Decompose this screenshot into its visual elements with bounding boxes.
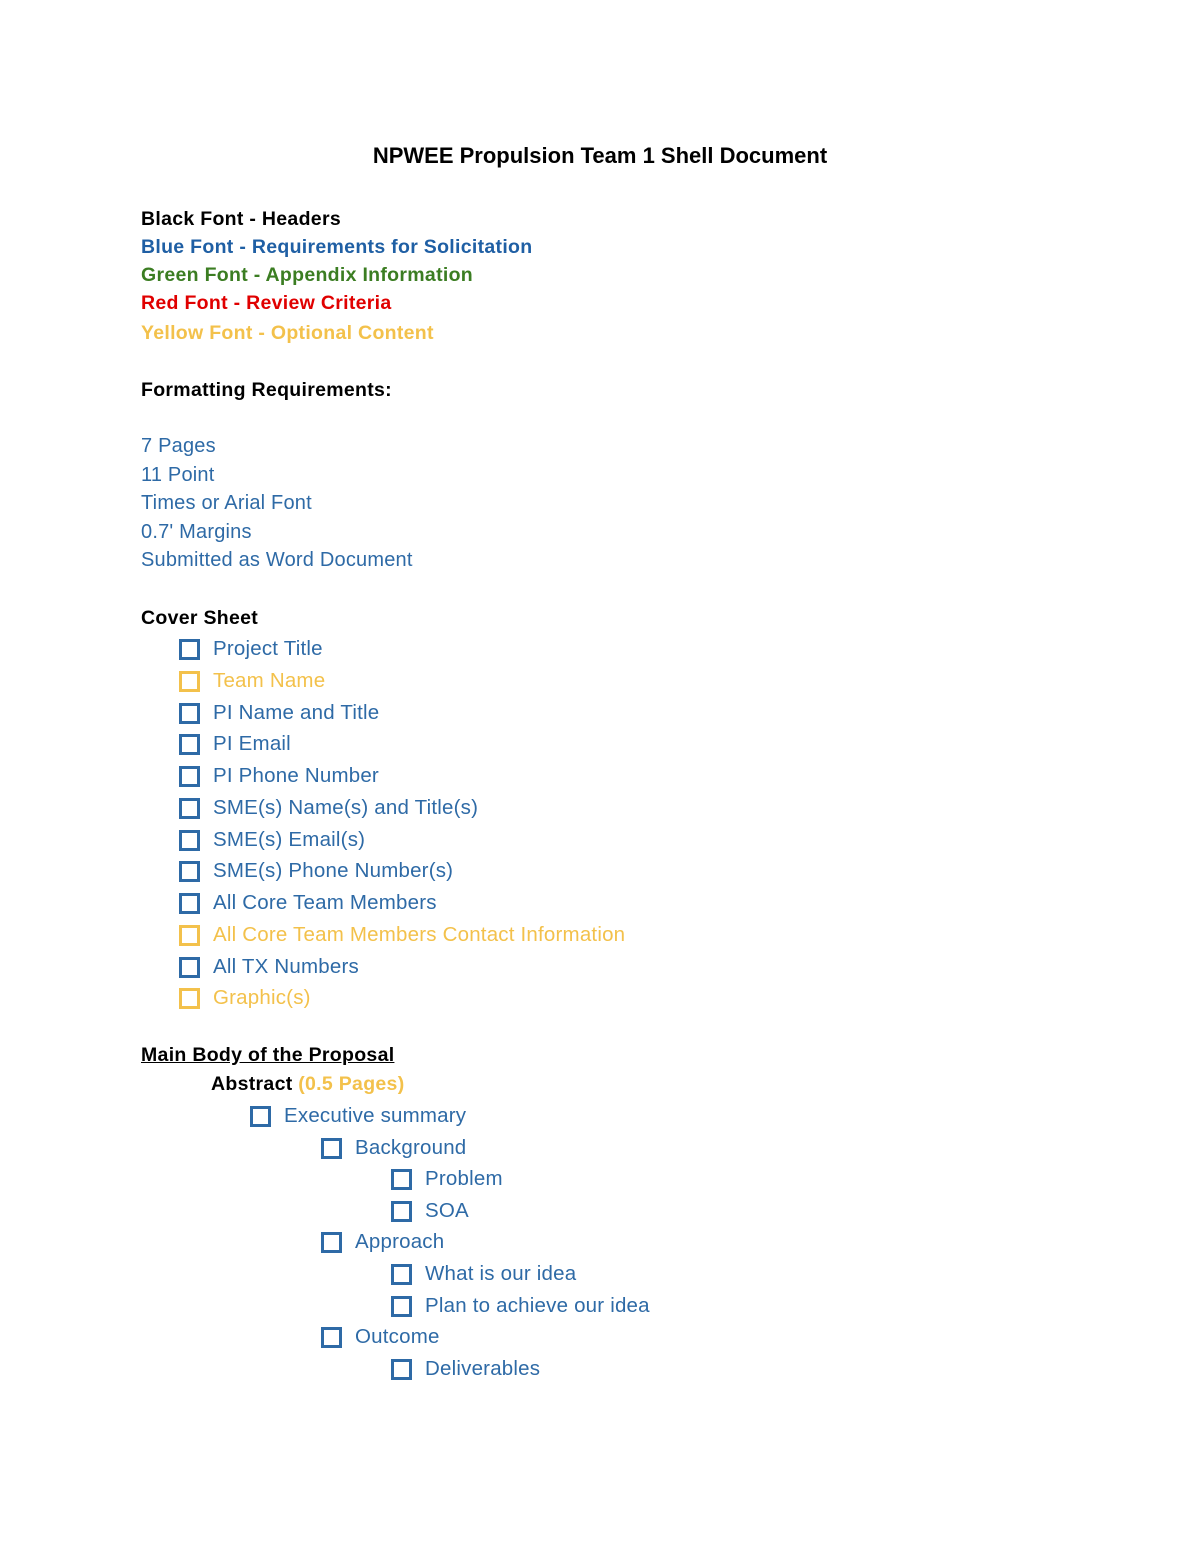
cover-sheet-item-label: Graphic(s) — [213, 986, 311, 1009]
formatting-heading: Formatting Requirements: — [141, 379, 392, 401]
checkbox-icon[interactable] — [321, 1232, 342, 1253]
cover-sheet-item[interactable] — [179, 669, 325, 693]
checkbox-icon[interactable] — [179, 639, 200, 660]
cover-sheet-item-label: All TX Numbers — [213, 955, 359, 978]
checkbox-icon[interactable] — [179, 734, 200, 755]
cover-sheet-item-label: PI Name and Title — [213, 701, 380, 724]
checkbox-icon[interactable] — [179, 703, 200, 724]
cover-sheet-item[interactable] — [179, 986, 311, 1010]
checkbox-icon[interactable] — [179, 798, 200, 819]
checkbox-icon[interactable] — [179, 861, 200, 882]
proposal-outline-item-label: Executive summary — [284, 1104, 467, 1127]
proposal-outline-item-label: Approach — [355, 1230, 445, 1253]
legend-red: Red Font - Review Criteria — [141, 292, 392, 314]
cover-sheet-item-label: All Core Team Members Contact Information — [213, 923, 626, 946]
proposal-outline-item-label: Deliverables — [425, 1357, 541, 1380]
cover-sheet-item[interactable] — [179, 796, 478, 820]
checkbox-icon[interactable] — [321, 1327, 342, 1348]
cover-sheet-item-label: All Core Team Members — [213, 891, 437, 914]
cover-sheet-item-label: PI Phone Number — [213, 764, 379, 787]
checkbox-icon[interactable] — [179, 925, 200, 946]
checkbox-icon[interactable] — [179, 671, 200, 692]
checkbox-icon[interactable] — [179, 988, 200, 1009]
proposal-outline-item-label: SOA — [425, 1199, 469, 1222]
main-body-heading: Main Body of the Proposal — [141, 1044, 395, 1066]
legend-green: Green Font - Appendix Information — [141, 264, 474, 286]
abstract-label: Abstract — [211, 1073, 293, 1095]
checkbox-icon[interactable] — [179, 893, 200, 914]
cover-sheet-item[interactable] — [179, 923, 625, 947]
cover-sheet-item[interactable] — [179, 732, 291, 756]
proposal-outline-item[interactable] — [321, 1230, 444, 1254]
proposal-outline-item[interactable] — [321, 1325, 440, 1349]
checkbox-icon[interactable] — [391, 1201, 412, 1222]
proposal-outline-item-label: Plan to achieve our idea — [425, 1294, 650, 1317]
cover-sheet-item-label: SME(s) Email(s) — [213, 828, 366, 851]
formatting-item: 0.7' Margins — [141, 521, 252, 543]
legend-black: Black Font - Headers — [141, 208, 341, 230]
proposal-outline-item[interactable] — [391, 1262, 576, 1286]
checkbox-icon[interactable] — [179, 766, 200, 787]
abstract-heading — [211, 1073, 405, 1096]
cover-sheet-item[interactable] — [179, 764, 379, 788]
checkbox-icon[interactable] — [391, 1169, 412, 1190]
formatting-item: Submitted as Word Document — [141, 549, 413, 571]
proposal-outline-item[interactable] — [321, 1136, 466, 1160]
cover-sheet-item-label: PI Email — [213, 732, 291, 755]
checkbox-icon[interactable] — [391, 1264, 412, 1285]
checkbox-icon[interactable] — [179, 957, 200, 978]
cover-sheet-item[interactable] — [179, 637, 323, 661]
formatting-item: 11 Point — [141, 464, 215, 486]
cover-sheet-item-label: Project Title — [213, 637, 323, 660]
cover-sheet-item-label: SME(s) Phone Number(s) — [213, 859, 454, 882]
proposal-outline-item[interactable] — [250, 1104, 466, 1128]
proposal-outline-item-label: Problem — [425, 1167, 503, 1190]
legend-blue: Blue Font - Requirements for Solicitation — [141, 236, 533, 258]
cover-sheet-item-label: SME(s) Name(s) and Title(s) — [213, 796, 479, 819]
checkbox-icon[interactable] — [250, 1106, 271, 1127]
cover-sheet-item[interactable] — [179, 891, 437, 915]
checkbox-icon[interactable] — [321, 1138, 342, 1159]
proposal-outline-item[interactable] — [391, 1294, 650, 1318]
cover-sheet-item-label: Team Name — [213, 669, 326, 692]
proposal-outline-item-label: What is our idea — [425, 1262, 577, 1285]
proposal-outline-item[interactable] — [391, 1199, 469, 1223]
proposal-outline-item-label: Background — [355, 1136, 467, 1159]
checkbox-icon[interactable] — [391, 1359, 412, 1380]
cover-sheet-heading: Cover Sheet — [141, 607, 259, 629]
cover-sheet-item[interactable] — [179, 701, 379, 725]
cover-sheet-item[interactable] — [179, 859, 453, 883]
cover-sheet-item[interactable] — [179, 955, 359, 979]
legend-yellow: Yellow Font - Optional Content — [141, 322, 434, 344]
document-title: NPWEE Propulsion Team 1 Shell Document — [372, 143, 828, 168]
proposal-outline-item[interactable] — [391, 1167, 503, 1191]
proposal-outline-item[interactable] — [391, 1357, 540, 1381]
cover-sheet-item[interactable] — [179, 828, 365, 852]
proposal-outline-item-label: Outcome — [355, 1325, 440, 1348]
checkbox-icon[interactable] — [179, 830, 200, 851]
checkbox-icon[interactable] — [391, 1296, 412, 1317]
formatting-item: 7 Pages — [141, 435, 216, 457]
formatting-item: Times or Arial Font — [141, 492, 312, 514]
abstract-pages: (0.5 Pages) — [298, 1073, 405, 1095]
